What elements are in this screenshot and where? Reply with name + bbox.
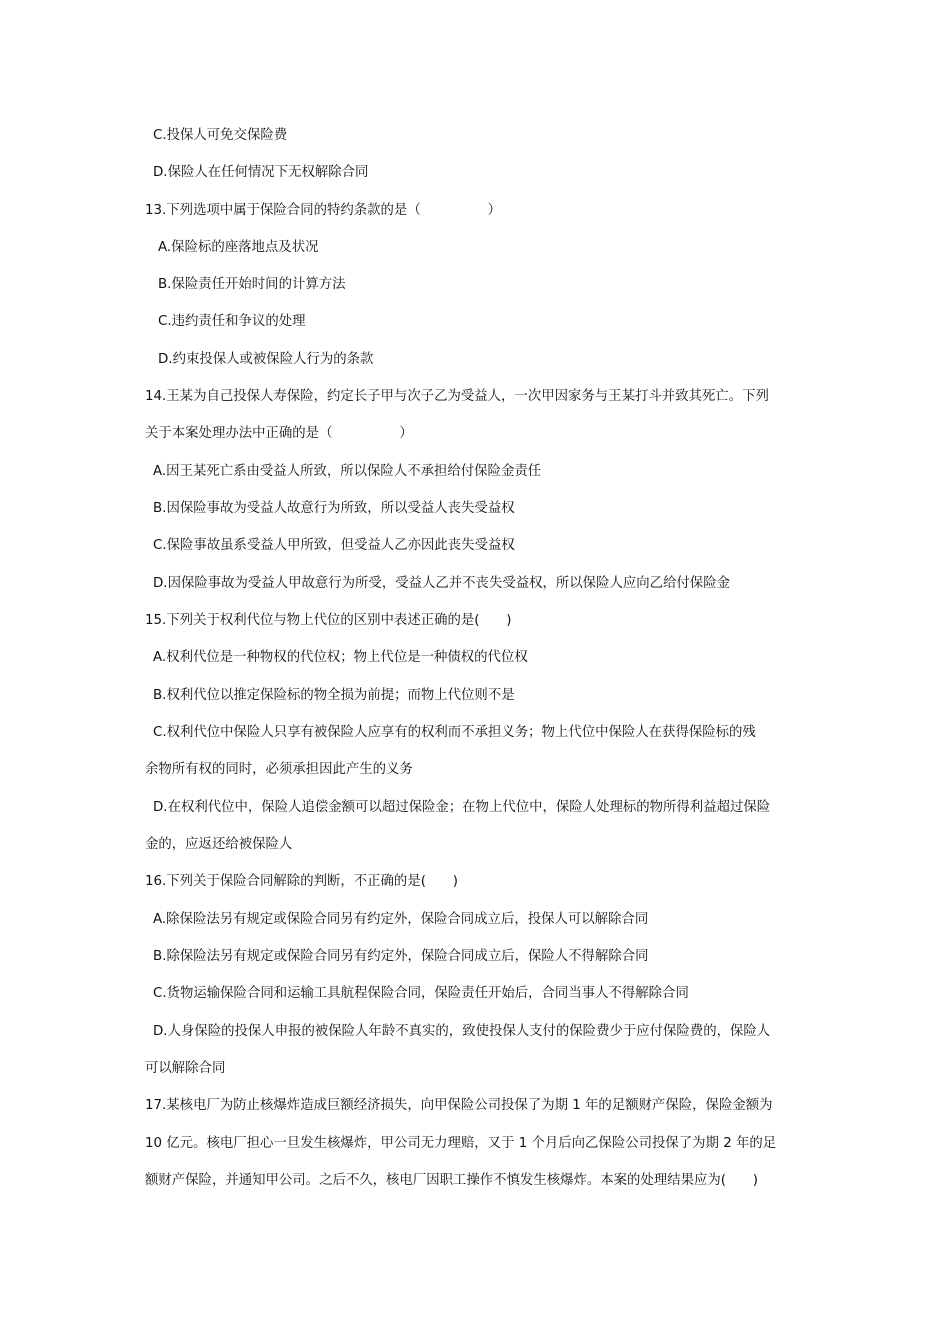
question-15: 15.下列关于权利代位与物上代位的区别中表述正确的是( ) bbox=[145, 613, 512, 628]
option-13a: A.保险标的座落地点及状况 bbox=[158, 240, 319, 255]
option-15b: B.权利代位以推定保险标的物全损为前提；而物上代位则不是 bbox=[153, 688, 515, 703]
question-17-line1: 17.某核电厂为防止核爆炸造成巨额经济损失，向甲保险公司投保了为期 1 年的足额财产保险，保险金额为 bbox=[145, 1098, 773, 1113]
option-13c: C.违约责任和争议的处理 bbox=[158, 314, 306, 329]
option-14d: D.因保险事故为受益人甲故意行为所受，受益人乙并不丧失受益权，所以保险人应向乙给付保险金 bbox=[153, 576, 730, 591]
question-16: 16.下列关于保险合同解除的判断，不正确的是( ) bbox=[145, 874, 458, 889]
question-14-line1: 14.王某为自己投保人寿保险，约定长子甲与次子乙为受益人，一次甲因家务与王某打斗并致其死亡。下列 bbox=[145, 389, 769, 404]
question-14-line2: 关于本案处理办法中正确的是（ ） bbox=[145, 426, 413, 441]
option-16c: C.货物运输保险合同和运输工具航程保险合同，保险责任开始后，合同当事人不得解除合同 bbox=[153, 986, 689, 1001]
option-16d-line2: 可以解除合同 bbox=[145, 1061, 226, 1076]
option-12d: D.保险人在任何情况下无权解除合同 bbox=[153, 165, 369, 180]
question-17-line3: 额财产保险，并通知甲公司。之后不久，核电厂因职工操作不慎发生核爆炸。本案的处理结果应为( ) bbox=[145, 1173, 759, 1188]
option-16b: B.除保险法另有规定或保险合同另有约定外，保险合同成立后，保险人不得解除合同 bbox=[153, 949, 649, 964]
option-15a: A.权利代位是一种物权的代位权；物上代位是一种债权的代位权 bbox=[153, 650, 528, 665]
option-15d-line1: D.在权利代位中，保险人追偿金额可以超过保险金；在物上代位中，保险人处理标的物所得利益超过保险 bbox=[153, 800, 771, 815]
option-15d-line2: 金的，应返还给被保险人 bbox=[145, 837, 293, 852]
option-14c: C.保险事故虽系受益人甲所致，但受益人乙亦因此丧失受益权 bbox=[153, 538, 515, 553]
option-15c-line1: C.权利代位中保险人只享有被保险人应享有的权利而不承担义务；物上代位中保险人在获得保险标的残 bbox=[153, 725, 756, 740]
option-16d-line1: D.人身保险的投保人申报的被保险人年龄不真实的，致使投保人支付的保险费少于应付保险费的，保险人 bbox=[153, 1024, 771, 1039]
option-12c: C.投保人可免交保险费 bbox=[153, 128, 288, 143]
question-17-line2: 10 亿元。核电厂担心一旦发生核爆炸，甲公司无力理赔，又于 1 个月后向乙保险公司投保了为期 2 年的足 bbox=[145, 1136, 777, 1151]
option-13b: B.保险责任开始时间的计算方法 bbox=[158, 277, 346, 292]
option-15c-line2: 余物所有权的同时，必须承担因此产生的义务 bbox=[145, 762, 413, 777]
question-13: 13.下列选项中属于保险合同的特约条款的是（ ） bbox=[145, 203, 502, 218]
option-14a: A.因王某死亡系由受益人所致，所以保险人不承担给付保险金责任 bbox=[153, 464, 542, 479]
option-16a: A.除保险法另有规定或保险合同另有约定外，保险合同成立后，投保人可以解除合同 bbox=[153, 912, 649, 927]
option-14b: B.因保险事故为受益人故意行为所致，所以受益人丧失受益权 bbox=[153, 501, 515, 516]
option-13d: D.约束投保人或被保险人行为的条款 bbox=[158, 352, 374, 367]
